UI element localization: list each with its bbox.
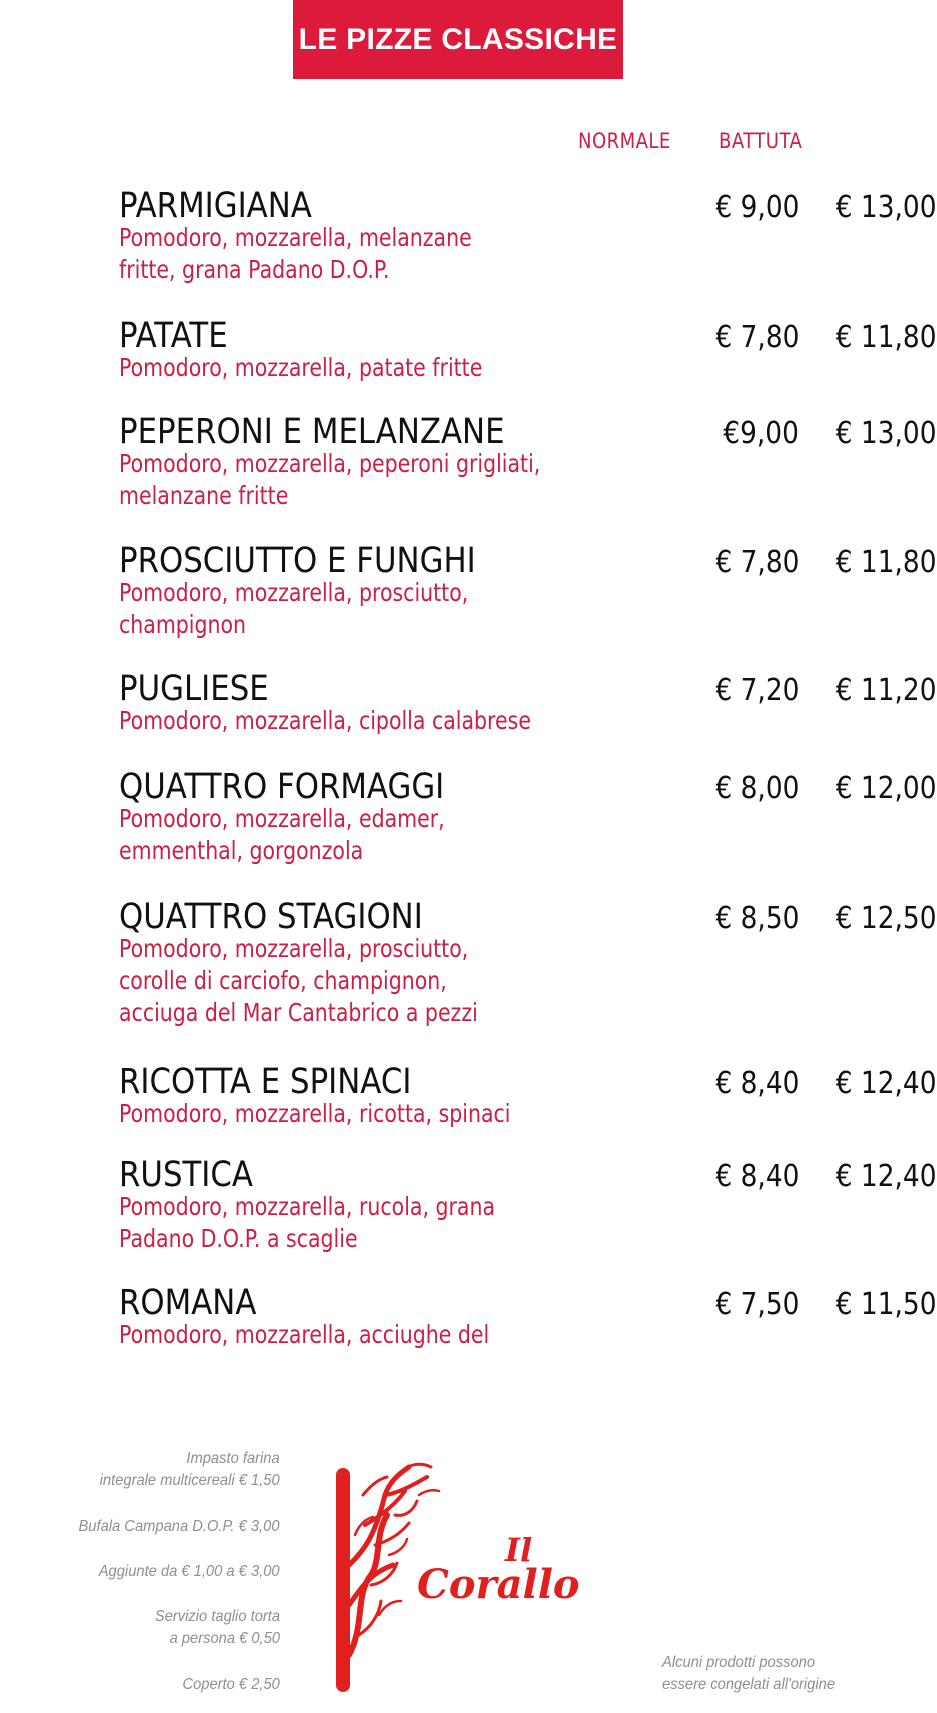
item-name: RICOTTA E SPINACI [119, 1062, 412, 1102]
price-normale: € 7,50 [715, 1287, 799, 1322]
menu-item-prosciutto-e-funghi [119, 541, 937, 641]
item-name: PEPERONI E MELANZANE [119, 412, 505, 452]
note-aggiunte: Aggiunte da € 1,00 a € 3,00 [99, 1563, 280, 1580]
price-battuta: € 12,00 [836, 771, 937, 806]
price-battuta: € 12,50 [836, 901, 937, 936]
price-battuta: € 11,80 [836, 545, 937, 580]
menu-item-ricotta-e-spinaci [119, 1062, 937, 1130]
price-normale: € 9,00 [715, 190, 799, 225]
column-header-battuta: BATTUTA [719, 129, 803, 153]
price-normale: €9,00 [723, 416, 799, 451]
price-normale: € 8,40 [715, 1066, 799, 1101]
item-description: Pomodoro, mozzarella, cipolla calabrese [119, 706, 531, 735]
item-description: Pomodoro, mozzarella, acciughe del [119, 1320, 490, 1349]
item-name: QUATTRO STAGIONI [119, 897, 423, 937]
price-normale: € 8,50 [715, 901, 799, 936]
menu-item-rustica [119, 1155, 937, 1255]
price-normale: € 8,00 [715, 771, 799, 806]
price-battuta: € 13,00 [836, 416, 937, 451]
logo-text-corallo: Corallo [417, 1561, 580, 1608]
item-description: Pomodoro, mozzarella, patate fritte [119, 353, 483, 382]
note-impasto-integrale: Impasto farina integrale multicereali € 1,50 [99, 1450, 280, 1489]
menu-item-parmigiana [119, 186, 937, 286]
item-description: Pomodoro, mozzarella, rucola, grana Padano D.O.P. a scaglie [119, 1192, 496, 1253]
logo-text-il: Il [505, 1531, 533, 1569]
item-description: Pomodoro, mozzarella, prosciutto, champignon [119, 578, 469, 639]
item-name: PROSCIUTTO E FUNGHI [119, 541, 476, 581]
item-description: Pomodoro, mozzarella, edamer, emmenthal, gorgonzola [119, 804, 445, 865]
item-name: ROMANA [119, 1283, 257, 1323]
price-battuta: € 13,00 [836, 190, 937, 225]
price-normale: € 7,80 [715, 320, 799, 355]
price-battuta: € 11,20 [836, 673, 937, 708]
note-servizio-taglio: Servizio taglio torta a persona € 0,50 [154, 1608, 280, 1647]
item-name: RUSTICA [119, 1155, 253, 1195]
price-battuta: € 11,50 [836, 1287, 937, 1322]
price-normale: € 7,80 [715, 545, 799, 580]
note-coperto: Coperto € 2,50 [182, 1676, 280, 1693]
menu-item-quattro-formaggi [119, 767, 937, 867]
column-header-normale: NORMALE [578, 129, 671, 153]
page-title: LE PIZZE CLASSICHE [293, 0, 623, 79]
menu-item-patate [119, 316, 937, 384]
item-name: PUGLIESE [119, 669, 269, 709]
item-name: PATATE [119, 316, 228, 356]
item-name: QUATTRO FORMAGGI [119, 767, 445, 807]
menu-item-pugliese [119, 669, 937, 737]
note-bufala: Bufala Campana D.O.P. € 3,00 [78, 1518, 280, 1535]
il-corallo-logo [335, 1455, 585, 1695]
item-description: Pomodoro, mozzarella, ricotta, spinaci [119, 1099, 511, 1128]
item-description: Pomodoro, mozzarella, prosciutto, corolle di carciofo, champignon, acciuga del Mar Cantabrico a pezzi [119, 934, 478, 1027]
frozen-products-note: Alcuni prodotti possono essere congelati all'origine [662, 1654, 836, 1693]
price-battuta: € 12,40 [836, 1159, 937, 1194]
item-description: Pomodoro, mozzarella, melanzane fritte, grana Padano D.O.P. [119, 223, 472, 284]
menu-item-romana [119, 1283, 937, 1351]
price-battuta: € 11,80 [836, 320, 937, 355]
menu-item-quattro-stagioni [119, 897, 937, 1029]
price-battuta: € 12,40 [836, 1066, 937, 1101]
price-normale: € 8,40 [715, 1159, 799, 1194]
menu-item-peperoni-e-melanzane [119, 412, 937, 512]
price-normale: € 7,20 [715, 673, 799, 708]
item-name: PARMIGIANA [119, 186, 312, 226]
item-description: Pomodoro, mozzarella, peperoni grigliati, melanzane fritte [119, 449, 541, 510]
